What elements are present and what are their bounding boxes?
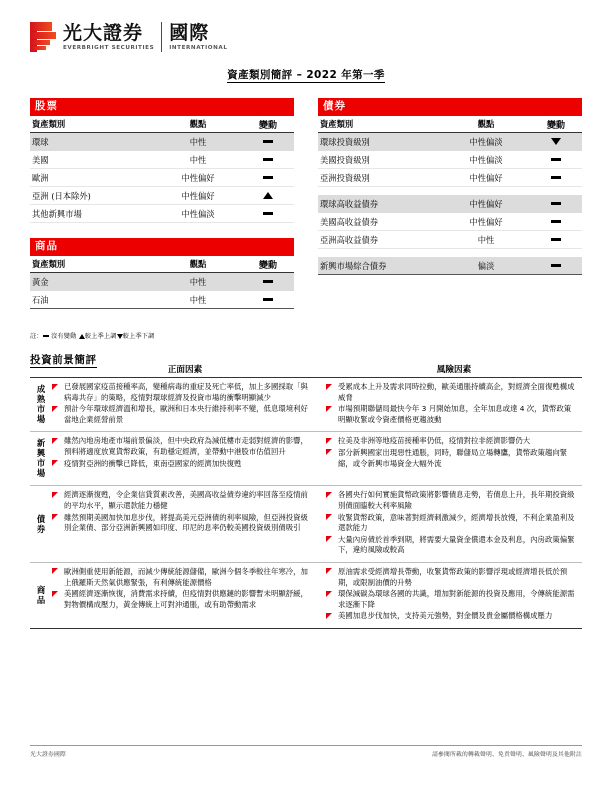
everbright-logo-icon: [30, 22, 56, 52]
bullet-item: [52, 589, 318, 610]
triangle-up-icon: [263, 192, 273, 199]
dash-icon: [551, 158, 561, 161]
page-footer: [30, 745, 582, 758]
bullet-item: [326, 611, 582, 622]
bullet-item: [326, 567, 582, 588]
table-title-bonds: 債券: [318, 98, 582, 116]
outlook-positive-cell: [52, 382, 318, 426]
cell-view: 中性: [189, 294, 207, 305]
dash-icon: [263, 158, 273, 161]
cell-change: [530, 155, 582, 165]
cell-change: [530, 261, 582, 271]
table-row: [318, 213, 582, 231]
cell-change: [530, 137, 582, 147]
triangle-bullet-icon: [52, 490, 64, 511]
bullet-text: 雖然內地房地產市場前景偏淡，但中央政府為減低樓市走弱對經濟的影響，預料將適度放寬貨幣政策，有助穩定經濟，並帶動中港股市估值回升: [64, 436, 308, 456]
bullet-text: 預計今年環球經濟溫和增長，歐洲和日本央行維持利率不變，低息環境利好當地企業經營前景: [64, 404, 308, 424]
cell-asset-name: 石油: [32, 294, 49, 305]
bullet-text: 已發展國家疫苗接種率高，變種病毒的重症及死亡率低，加上多國採取「與病毒共存」的策略，疫情對環球經濟及投資市場的衝擊明顯減少: [64, 382, 308, 402]
brand-name-cn-block: [63, 23, 154, 52]
triangle-bullet-icon: [326, 513, 338, 534]
bullet-text: 美國加息步伐加快，支持美元強勢，對金價及貴金屬價格構成壓力: [338, 611, 553, 621]
triangle-bullet-icon: [52, 382, 64, 403]
outlook-row: [30, 378, 582, 432]
table-row: [30, 291, 294, 309]
cell-view: 中性偏好: [469, 198, 503, 209]
column-header-risk: 風險因素: [436, 365, 472, 375]
outlook-positive-cell: [52, 436, 318, 480]
table-spacer-row: [318, 249, 582, 257]
outlook-row-label: 成熟市場: [36, 384, 46, 425]
column-header-view: 觀點: [477, 119, 495, 129]
triangle-bullet-icon: [52, 404, 64, 425]
cell-asset-name: 亞洲高收益債券: [320, 234, 379, 245]
cell-change: [242, 209, 294, 219]
cell-asset-name: 環球: [32, 136, 49, 147]
bullet-item: [52, 436, 318, 457]
cell-change: [242, 295, 294, 305]
column-header-view: 觀點: [189, 259, 207, 269]
bullet-item: [52, 490, 318, 511]
cell-asset-name: 黃金: [32, 276, 49, 287]
footer-left-text: 光大證券國際: [30, 752, 66, 758]
brand-name-cn: 光大證券: [63, 22, 144, 44]
bullet-text: 收緊貨幣政策，意味著對經濟刺激減少，經濟增長放慢，不利企業盈利及還款能力: [338, 512, 575, 533]
legend-footnote: [30, 331, 155, 340]
bullet-text: 原油需求受經濟增長帶動，收緊貨幣政策的影響浮現或經濟增長低於預期，或限制油價的升勢: [338, 566, 568, 587]
table-row: [318, 257, 582, 275]
cell-view: 中性: [189, 154, 207, 165]
bullet-item: [326, 436, 582, 447]
table-header-row: [30, 256, 294, 273]
cell-asset-name: 環球高收益債券: [320, 198, 379, 209]
table-row: [318, 195, 582, 213]
triangle-bullet-icon: [326, 448, 338, 469]
outlook-row: [30, 563, 582, 629]
bullet-text: 拉美及非洲等地疫苗接種率仍低，疫情對拉非經濟影響仍大: [338, 436, 531, 446]
page-title-text: 資產類別簡評 – 2022 年第一季: [227, 69, 385, 81]
cell-view: 中性偏淡: [469, 154, 503, 165]
dash-icon: [263, 140, 273, 143]
cell-view: 中性偏好: [181, 190, 215, 201]
cell-change: [242, 191, 294, 201]
cell-view: 中性偏好: [181, 172, 215, 183]
brand-name-en: EVERBRIGHT SECURITIES: [63, 45, 155, 51]
cell-asset-name: 環球投資級別: [320, 136, 370, 147]
footnote-no-change: 沒有變動: [50, 333, 77, 340]
column-header-asset: 資產類別: [32, 119, 66, 129]
bullet-item: [326, 589, 582, 610]
table-row: [30, 133, 294, 151]
dash-icon: [43, 335, 49, 337]
triangle-bullet-icon: [52, 513, 64, 534]
bullet-item: [52, 567, 318, 588]
table-row: [318, 151, 582, 169]
bullet-text: 各國央行如何實施貨幣政策將影響債息走勢，若債息上升，長年期投資級別債面臨較大利率風險: [338, 490, 575, 510]
outlook-row-label: 債券: [36, 513, 46, 534]
table-title-equities: 股票: [30, 98, 294, 116]
table-header-row: [318, 116, 582, 133]
bullet-text: 疫情對亞洲的衝擊已降低，東南亞國家的經濟加快復甦: [64, 458, 242, 468]
cell-view: 中性: [477, 234, 495, 245]
dash-icon: [263, 212, 273, 215]
bullet-item: [52, 459, 318, 470]
footnote-upgrade: 較上季上調: [84, 333, 117, 340]
bullet-text: 經濟逐漸復甦，令企業信貸質素改善，美國高收益債券違約率回落至疫情前的平均水平，顯示還款能力穩健: [64, 490, 308, 510]
dash-icon: [551, 264, 561, 267]
cell-view: 中性偏淡: [181, 208, 215, 219]
column-header-change: 變動: [546, 120, 565, 131]
cell-change: [530, 199, 582, 209]
brand-unit-block: [169, 23, 227, 52]
outlook-positive-cell: [52, 567, 318, 623]
brand-unit-en: INTERNATIONAL: [169, 45, 228, 51]
summary-table-equities: [30, 98, 294, 223]
bullet-text: 歐洲側重使用新能源，而減少傳統能源儲備，歐洲今個冬季較往年寒冷，加上俄羅斯天然氣供應緊張，有利傳統能源價格: [64, 566, 308, 587]
page-title: [0, 67, 612, 82]
table-row: [30, 151, 294, 169]
table-spacer-row: [318, 187, 582, 195]
table-title-commodities: 商品: [30, 238, 294, 256]
brand-unit-cn: 國際: [169, 22, 210, 44]
triangle-bullet-icon: [52, 589, 64, 610]
outlook-risk-cell: [326, 436, 582, 480]
bullet-text: 市場預期聯儲局最快今年 3 月開始加息，全年加息或達 4 次，貨幣政策明顯收緊或令資產價格更趨波動: [338, 404, 572, 424]
cell-change: [242, 137, 294, 147]
footnote-prefix: 註：: [30, 333, 43, 340]
footnote-downgrade: 較上季下調: [122, 333, 155, 340]
bullet-item: [52, 382, 318, 403]
bullet-text: 部分新興國家出現惡性通脹，同時，聯儲局立場轉鷹，貨幣政策趨向緊縮，或令新興市場資金大幅外流: [338, 447, 568, 468]
column-header-change: 變動: [258, 120, 277, 131]
footer-right-text: 請參閱所載的轉載聲明、免責聲明、風險聲明及其他附註: [432, 752, 582, 758]
column-header-positive: 正面因素: [167, 365, 203, 375]
summary-table-bonds: [318, 98, 582, 275]
triangle-bullet-icon: [326, 490, 338, 511]
outlook-row: [30, 432, 582, 486]
dash-icon: [551, 176, 561, 179]
triangle-bullet-icon: [52, 567, 64, 588]
dash-icon: [551, 202, 561, 205]
cell-asset-name: 美國投資級別: [320, 154, 370, 165]
cell-view: 中性: [189, 136, 207, 147]
bullet-text: 美國經濟逐漸恢復，消費需求持續，但疫情對供應鏈的影響暫未明顯舒緩，對物價構成壓力，黃金傳統上可對沖通脹，或有助帶動需求: [64, 589, 308, 609]
table-row: [318, 231, 582, 249]
cell-asset-name: 歐洲: [32, 172, 49, 183]
bullet-item: [326, 513, 582, 534]
outlook-row-label: 商品: [36, 584, 46, 605]
bullet-item: [326, 382, 582, 403]
table-row: [318, 169, 582, 187]
outlook-rows: [30, 377, 582, 629]
outlook-section-title-text: 投資前景簡評: [30, 354, 97, 366]
dash-icon: [551, 220, 561, 223]
cell-asset-name: 其他新興市場: [32, 208, 82, 219]
outlook-risk-cell: [326, 490, 582, 557]
triangle-down-icon: [551, 138, 561, 145]
outlook-table: [30, 363, 582, 629]
triangle-bullet-icon: [326, 382, 338, 403]
cell-asset-name: 美國高收益債券: [320, 216, 379, 227]
outlook-positive-cell: [52, 490, 318, 557]
table-row: [318, 133, 582, 151]
cell-change: [530, 235, 582, 245]
triangle-bullet-icon: [326, 404, 338, 425]
triangle-bullet-icon: [52, 436, 64, 457]
table-row: [30, 273, 294, 291]
cell-change: [242, 155, 294, 165]
cell-asset-name: 新興市場綜合債券: [320, 260, 387, 271]
cell-view: 偏淡: [477, 260, 495, 271]
cell-view: 中性偏淡: [469, 136, 503, 147]
triangle-bullet-icon: [326, 589, 338, 610]
bullet-item: [326, 404, 582, 425]
outlook-row: [30, 486, 582, 563]
cell-asset-name: 美國: [32, 154, 49, 165]
cell-view: 中性: [189, 276, 207, 287]
column-header-view: 觀點: [189, 119, 207, 129]
outlook-row-label: 新興市場: [36, 438, 46, 479]
table-header-row: [30, 116, 294, 133]
bullet-text: 大量內房債於首季到期，將需要大量資金償還本金及利息，內房政策偏緊下，違約風險或較高: [338, 534, 575, 555]
outlook-risk-cell: [326, 567, 582, 623]
bullet-item: [52, 404, 318, 425]
table-row: [30, 205, 294, 223]
cell-change: [242, 277, 294, 287]
outlook-column-headers: [30, 363, 582, 377]
cell-view: 中性偏好: [469, 216, 503, 227]
triangle-bullet-icon: [326, 567, 338, 588]
triangle-bullet-icon: [52, 459, 64, 470]
bullet-text: 雖然預期美國加快加息步伐，將提高美元亞洲債的利率風險，但亞洲投資級別企業債、部分亞洲新興國如印度、印尼的息率仍較美國投資級別債吸引: [64, 512, 308, 533]
bullet-item: [326, 535, 582, 556]
table-row: [30, 187, 294, 205]
bullet-text: 環保減碳為環球各國的共識，增加對新能源的投資及應用，令傳統能源需求逐漸下降: [338, 589, 575, 609]
cell-asset-name: 亞洲 (日本除外): [32, 190, 91, 201]
bullet-item: [326, 448, 582, 469]
table-row: [30, 169, 294, 187]
column-header-change: 變動: [258, 260, 277, 271]
dash-icon: [551, 238, 561, 241]
cell-change: [530, 217, 582, 227]
summary-table-commodities: [30, 238, 294, 309]
bullet-item: [52, 513, 318, 534]
bullet-text: 受累成本上升及需求同時拉動，歐美通脹持續高企，對經濟全面復甦構成威脅: [338, 382, 575, 402]
brand-divider: [161, 22, 162, 52]
dash-icon: [263, 280, 273, 283]
bullet-item: [326, 490, 582, 511]
brand-header: [30, 22, 228, 52]
column-header-asset: 資產類別: [320, 119, 354, 129]
triangle-bullet-icon: [326, 535, 338, 556]
outlook-risk-cell: [326, 382, 582, 426]
dash-icon: [263, 176, 273, 179]
triangle-bullet-icon: [326, 436, 338, 447]
column-header-asset: 資產類別: [32, 259, 66, 269]
cell-view: 中性偏好: [469, 172, 503, 183]
cell-change: [530, 173, 582, 183]
triangle-bullet-icon: [326, 611, 338, 622]
cell-asset-name: 亞洲投資級別: [320, 172, 370, 183]
cell-change: [242, 173, 294, 183]
dash-icon: [263, 298, 273, 301]
